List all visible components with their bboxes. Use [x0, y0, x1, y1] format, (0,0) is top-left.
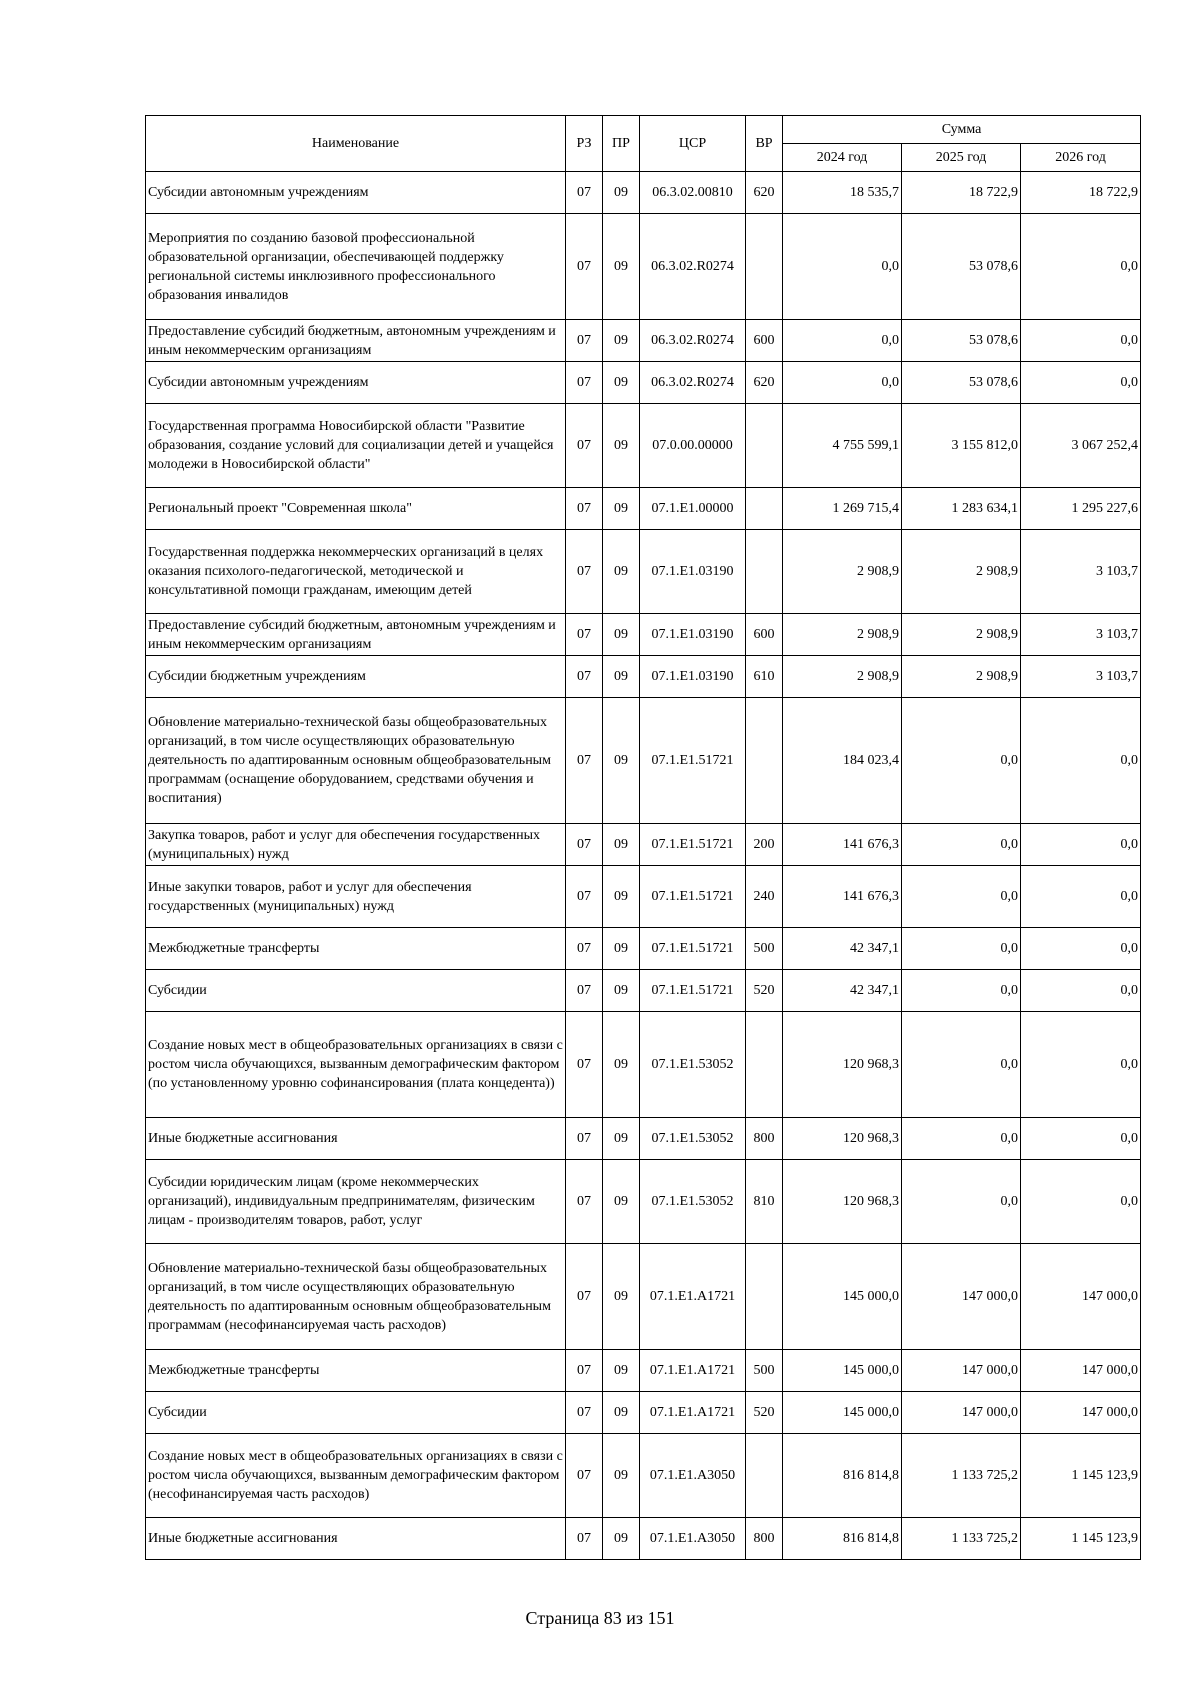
table-row — [146, 928, 1141, 970]
table-row — [146, 1244, 1141, 1350]
row-vr — [746, 404, 783, 488]
table-row — [146, 1518, 1141, 1560]
row-name: Создание новых мест в общеобразовательных организациях в связи с ростом числа обучающихся, вызванным демографическим фактором (несофинансируемая часть расходов) — [146, 1434, 566, 1518]
row-rz: 07 — [566, 320, 603, 362]
row-amount-2025: 0,0 — [902, 698, 1021, 824]
table-row — [146, 656, 1141, 698]
row-amount-2024: 816 814,8 — [783, 1518, 902, 1560]
row-csr: 06.3.02.R0274 — [640, 320, 746, 362]
row-vr — [746, 1434, 783, 1518]
row-vr: 500 — [746, 928, 783, 970]
row-amount-2025: 53 078,6 — [902, 320, 1021, 362]
row-amount-2025: 0,0 — [902, 1160, 1021, 1244]
row-amount-2025: 147 000,0 — [902, 1244, 1021, 1350]
row-csr: 07.1.E1.03190 — [640, 614, 746, 656]
row-amount-2024: 18 535,7 — [783, 172, 902, 214]
row-pr: 09 — [603, 698, 640, 824]
table-row — [146, 320, 1141, 362]
row-amount-2026: 18 722,9 — [1021, 172, 1141, 214]
row-amount-2026: 3 103,7 — [1021, 656, 1141, 698]
row-amount-2024: 0,0 — [783, 320, 902, 362]
row-vr — [746, 488, 783, 530]
row-amount-2026: 0,0 — [1021, 866, 1141, 928]
row-rz: 07 — [566, 488, 603, 530]
row-amount-2026: 0,0 — [1021, 970, 1141, 1012]
row-pr: 09 — [603, 404, 640, 488]
row-amount-2024: 120 968,3 — [783, 1160, 902, 1244]
row-name: Обновление материально-технической базы общеобразовательных организаций, в том числе осуществляющих образовательную деятельность по адаптированным основным общеобразовательным программам (несофинансируемая часть расходов) — [146, 1244, 566, 1350]
row-name: Иные бюджетные ассигнования — [146, 1518, 566, 1560]
header-year-2024: 2024 год — [783, 144, 902, 172]
row-amount-2025: 147 000,0 — [902, 1350, 1021, 1392]
row-amount-2024: 145 000,0 — [783, 1244, 902, 1350]
row-csr: 07.1.E1.A1721 — [640, 1350, 746, 1392]
row-vr: 620 — [746, 172, 783, 214]
row-name: Создание новых мест в общеобразовательных организациях в связи с ростом числа обучающихся, вызванным демографическим фактором (по установленному уровню софинансирования (плата концедента)) — [146, 1012, 566, 1118]
row-amount-2026: 1 145 123,9 — [1021, 1434, 1141, 1518]
row-name: Предоставление субсидий бюджетным, автономным учреждениям и иным некоммерческим организациям — [146, 614, 566, 656]
row-rz: 07 — [566, 1012, 603, 1118]
table-row — [146, 1160, 1141, 1244]
row-pr: 09 — [603, 1350, 640, 1392]
table-row — [146, 1012, 1141, 1118]
row-csr: 06.3.02.R0274 — [640, 362, 746, 404]
row-rz: 07 — [566, 1434, 603, 1518]
row-amount-2025: 0,0 — [902, 1118, 1021, 1160]
table-row — [146, 866, 1141, 928]
row-rz: 07 — [566, 614, 603, 656]
row-pr: 09 — [603, 488, 640, 530]
row-amount-2025: 2 908,9 — [902, 614, 1021, 656]
row-rz: 07 — [566, 656, 603, 698]
row-amount-2024: 2 908,9 — [783, 656, 902, 698]
row-rz: 07 — [566, 1518, 603, 1560]
row-amount-2026: 1 295 227,6 — [1021, 488, 1141, 530]
header-sum: Сумма — [783, 116, 1141, 144]
row-amount-2024: 816 814,8 — [783, 1434, 902, 1518]
row-csr: 07.1.E1.53052 — [640, 1160, 746, 1244]
row-pr: 09 — [603, 1160, 640, 1244]
row-csr: 07.1.E1.51721 — [640, 824, 746, 866]
row-amount-2024: 145 000,0 — [783, 1392, 902, 1434]
row-pr: 09 — [603, 1392, 640, 1434]
row-name: Субсидии — [146, 970, 566, 1012]
row-amount-2025: 2 908,9 — [902, 530, 1021, 614]
row-amount-2026: 147 000,0 — [1021, 1392, 1141, 1434]
row-amount-2026: 0,0 — [1021, 1160, 1141, 1244]
table-body — [146, 172, 1141, 1560]
row-vr: 620 — [746, 362, 783, 404]
row-rz: 07 — [566, 214, 603, 320]
row-vr — [746, 698, 783, 824]
row-amount-2025: 0,0 — [902, 970, 1021, 1012]
row-vr: 810 — [746, 1160, 783, 1244]
row-pr: 09 — [603, 1434, 640, 1518]
row-name: Обновление материально-технической базы общеобразовательных организаций, в том числе осуществляющих образовательную деятельность по адаптированным основным общеобразовательным программам (оснащение оборудованием, средствами обучения и воспитания) — [146, 698, 566, 824]
row-pr: 09 — [603, 1244, 640, 1350]
row-pr: 09 — [603, 1118, 640, 1160]
row-csr: 06.3.02.00810 — [640, 172, 746, 214]
row-name: Предоставление субсидий бюджетным, автономным учреждениям и иным некоммерческим организациям — [146, 320, 566, 362]
row-name: Субсидии бюджетным учреждениям — [146, 656, 566, 698]
row-amount-2025: 3 155 812,0 — [902, 404, 1021, 488]
table-row — [146, 1118, 1141, 1160]
row-amount-2025: 0,0 — [902, 824, 1021, 866]
row-vr: 520 — [746, 970, 783, 1012]
row-rz: 07 — [566, 866, 603, 928]
row-csr: 07.1.E1.00000 — [640, 488, 746, 530]
row-amount-2026: 3 103,7 — [1021, 530, 1141, 614]
row-pr: 09 — [603, 172, 640, 214]
row-name: Государственная поддержка некоммерческих организаций в целях оказания психолого-педагогической, методической и консультативной помощи гражданам, имеющим детей — [146, 530, 566, 614]
row-amount-2024: 0,0 — [783, 214, 902, 320]
row-amount-2026: 0,0 — [1021, 214, 1141, 320]
row-amount-2025: 1 133 725,2 — [902, 1518, 1021, 1560]
row-vr — [746, 530, 783, 614]
row-pr: 09 — [603, 928, 640, 970]
row-csr: 07.1.E1.53052 — [640, 1012, 746, 1118]
row-amount-2024: 145 000,0 — [783, 1350, 902, 1392]
row-amount-2026: 147 000,0 — [1021, 1350, 1141, 1392]
row-vr — [746, 1012, 783, 1118]
table-row — [146, 172, 1141, 214]
header-year-2025: 2025 год — [902, 144, 1021, 172]
row-amount-2024: 2 908,9 — [783, 614, 902, 656]
row-amount-2025: 0,0 — [902, 1012, 1021, 1118]
table-row — [146, 488, 1141, 530]
row-csr: 07.1.E1.51721 — [640, 970, 746, 1012]
row-amount-2024: 42 347,1 — [783, 970, 902, 1012]
row-rz: 07 — [566, 1118, 603, 1160]
row-rz: 07 — [566, 404, 603, 488]
row-amount-2026: 0,0 — [1021, 362, 1141, 404]
row-amount-2025: 18 722,9 — [902, 172, 1021, 214]
row-vr: 240 — [746, 866, 783, 928]
row-name: Мероприятия по созданию базовой профессиональной образовательной организации, обеспечивающей поддержку региональной системы инклюзивного профессионального образования инвалидов — [146, 214, 566, 320]
row-amount-2025: 1 283 634,1 — [902, 488, 1021, 530]
row-rz: 07 — [566, 1160, 603, 1244]
row-csr: 07.1.E1.A1721 — [640, 1244, 746, 1350]
row-amount-2026: 3 067 252,4 — [1021, 404, 1141, 488]
row-vr: 520 — [746, 1392, 783, 1434]
table-row — [146, 530, 1141, 614]
row-amount-2026: 0,0 — [1021, 928, 1141, 970]
row-pr: 09 — [603, 1518, 640, 1560]
row-pr: 09 — [603, 614, 640, 656]
row-rz: 07 — [566, 970, 603, 1012]
row-amount-2026: 0,0 — [1021, 1118, 1141, 1160]
row-name: Субсидии — [146, 1392, 566, 1434]
row-rz: 07 — [566, 698, 603, 824]
row-amount-2026: 0,0 — [1021, 824, 1141, 866]
row-csr: 07.1.E1.03190 — [640, 530, 746, 614]
header-name: Наименование — [146, 116, 566, 172]
row-csr: 07.1.E1.A3050 — [640, 1434, 746, 1518]
row-amount-2026: 0,0 — [1021, 320, 1141, 362]
row-pr: 09 — [603, 824, 640, 866]
row-csr: 07.1.E1.A3050 — [640, 1518, 746, 1560]
header-pr: ПР — [603, 116, 640, 172]
row-pr: 09 — [603, 214, 640, 320]
row-name: Субсидии автономным учреждениям — [146, 172, 566, 214]
table-row — [146, 1392, 1141, 1434]
row-rz: 07 — [566, 362, 603, 404]
row-amount-2025: 53 078,6 — [902, 362, 1021, 404]
row-amount-2025: 0,0 — [902, 928, 1021, 970]
row-csr: 07.1.E1.03190 — [640, 656, 746, 698]
row-csr: 07.1.E1.51721 — [640, 866, 746, 928]
header-vr: ВР — [746, 116, 783, 172]
row-vr: 500 — [746, 1350, 783, 1392]
row-amount-2024: 141 676,3 — [783, 866, 902, 928]
row-rz: 07 — [566, 172, 603, 214]
row-amount-2024: 120 968,3 — [783, 1012, 902, 1118]
row-csr: 07.1.E1.51721 — [640, 698, 746, 824]
row-amount-2026: 147 000,0 — [1021, 1244, 1141, 1350]
row-amount-2025: 1 133 725,2 — [902, 1434, 1021, 1518]
row-rz: 07 — [566, 1244, 603, 1350]
row-pr: 09 — [603, 1012, 640, 1118]
row-amount-2024: 120 968,3 — [783, 1118, 902, 1160]
row-name: Государственная программа Новосибирской области "Развитие образования, создание условий для социализации детей и учащейся молодежи в Новосибирской области" — [146, 404, 566, 488]
row-vr: 800 — [746, 1118, 783, 1160]
row-vr: 800 — [746, 1518, 783, 1560]
row-amount-2025: 2 908,9 — [902, 656, 1021, 698]
row-amount-2025: 53 078,6 — [902, 214, 1021, 320]
table-row — [146, 824, 1141, 866]
row-pr: 09 — [603, 362, 640, 404]
row-name: Иные бюджетные ассигнования — [146, 1118, 566, 1160]
table-row — [146, 214, 1141, 320]
row-amount-2025: 0,0 — [902, 866, 1021, 928]
row-amount-2024: 1 269 715,4 — [783, 488, 902, 530]
row-amount-2024: 42 347,1 — [783, 928, 902, 970]
row-name: Субсидии юридическим лицам (кроме некоммерческих организаций), индивидуальным предпринимателям, физическим лицам - производителям товаров, работ, услуг — [146, 1160, 566, 1244]
row-amount-2024: 184 023,4 — [783, 698, 902, 824]
row-amount-2024: 141 676,3 — [783, 824, 902, 866]
row-vr — [746, 1244, 783, 1350]
row-name: Межбюджетные трансферты — [146, 1350, 566, 1392]
row-amount-2024: 4 755 599,1 — [783, 404, 902, 488]
row-rz: 07 — [566, 530, 603, 614]
header-rz: РЗ — [566, 116, 603, 172]
row-csr: 07.0.00.00000 — [640, 404, 746, 488]
row-amount-2024: 2 908,9 — [783, 530, 902, 614]
row-name: Субсидии автономным учреждениям — [146, 362, 566, 404]
table-row — [146, 404, 1141, 488]
header-year-2026: 2026 год — [1021, 144, 1141, 172]
row-pr: 09 — [603, 866, 640, 928]
table-row — [146, 1434, 1141, 1518]
row-amount-2026: 0,0 — [1021, 698, 1141, 824]
row-vr: 600 — [746, 320, 783, 362]
row-rz: 07 — [566, 1392, 603, 1434]
row-name: Иные закупки товаров, работ и услуг для обеспечения государственных (муниципальных) нужд — [146, 866, 566, 928]
row-vr — [746, 214, 783, 320]
row-csr: 07.1.E1.51721 — [640, 928, 746, 970]
row-pr: 09 — [603, 320, 640, 362]
row-amount-2026: 1 145 123,9 — [1021, 1518, 1141, 1560]
row-vr: 610 — [746, 656, 783, 698]
row-amount-2025: 147 000,0 — [902, 1392, 1021, 1434]
row-name: Закупка товаров, работ и услуг для обеспечения государственных (муниципальных) нужд — [146, 824, 566, 866]
table-row — [146, 970, 1141, 1012]
row-amount-2024: 0,0 — [783, 362, 902, 404]
row-pr: 09 — [603, 530, 640, 614]
row-amount-2026: 0,0 — [1021, 1012, 1141, 1118]
row-rz: 07 — [566, 824, 603, 866]
page-number: Страница 83 из 151 — [525, 1608, 675, 1628]
row-pr: 09 — [603, 656, 640, 698]
row-name: Межбюджетные трансферты — [146, 928, 566, 970]
row-amount-2026: 3 103,7 — [1021, 614, 1141, 656]
row-csr: 07.1.E1.A1721 — [640, 1392, 746, 1434]
table-row — [146, 1350, 1141, 1392]
row-vr: 200 — [746, 824, 783, 866]
table-row — [146, 362, 1141, 404]
row-rz: 07 — [566, 1350, 603, 1392]
row-name: Региональный проект "Современная школа" — [146, 488, 566, 530]
row-pr: 09 — [603, 970, 640, 1012]
row-csr: 07.1.E1.53052 — [640, 1118, 746, 1160]
row-vr: 600 — [746, 614, 783, 656]
row-csr: 06.3.02.R0274 — [640, 214, 746, 320]
header-csr: ЦСР — [640, 116, 746, 172]
table-row — [146, 614, 1141, 656]
budget-table — [145, 115, 1141, 1560]
table-row — [146, 698, 1141, 824]
row-rz: 07 — [566, 928, 603, 970]
